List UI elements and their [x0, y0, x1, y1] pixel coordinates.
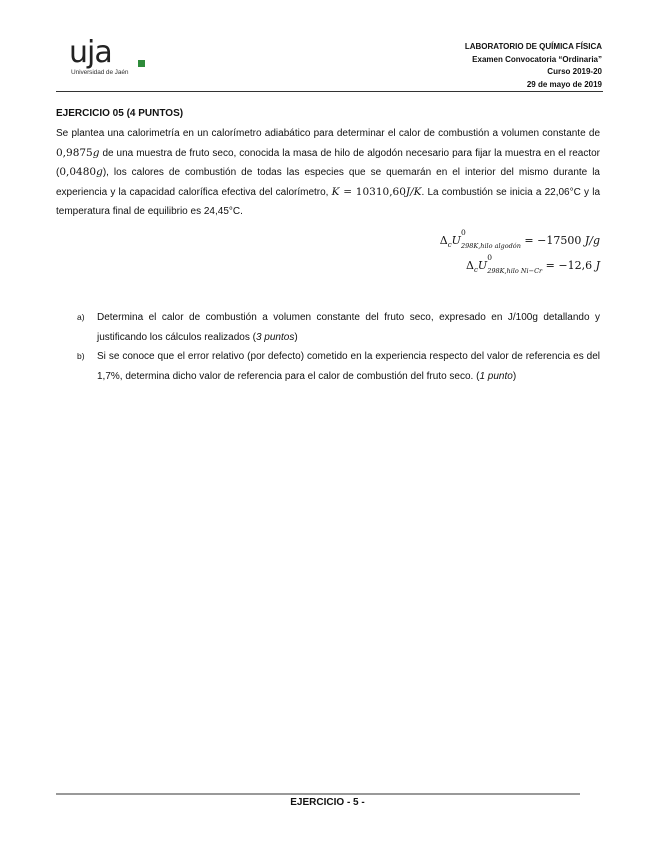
equation-value: = −12,6	[542, 259, 596, 272]
k-symbol: K	[331, 185, 340, 198]
conditions-subscript: 298K,hilo Ni−Cr	[487, 267, 543, 275]
logo-green-dot	[138, 60, 145, 67]
equation-nicr-wire	[466, 253, 600, 276]
equation-unit: J/g	[584, 234, 600, 247]
thread-mass-value: 0,0480	[59, 166, 97, 178]
question-text: Determina el calor de combustión a volumen constante del fruto seco, expresado en J/100g detallando y justificando los cálculos realizados (	[97, 312, 600, 343]
sample-mass-unit: g	[92, 146, 100, 159]
page-header	[465, 41, 602, 91]
delta-symbol: Δ	[466, 259, 474, 272]
statement-text: de una muestra de fruto seco, conocida la masa de hilo de algodón necesario para fijar la muestra en el reactor (	[56, 147, 600, 178]
logo-subtitle: Universidad de Jaén	[71, 69, 129, 76]
logo-wordmark: uja	[69, 35, 112, 70]
k-value: = 10310,60	[339, 185, 406, 198]
question-marker: a)	[77, 312, 85, 322]
statement-text: Se plantea una calorimetría en un calorímetro adiabático para determinar el calor de combustión a volumen constante de	[56, 128, 600, 139]
question-close: )	[512, 370, 517, 382]
header-date: 29 de mayo de 2019	[526, 79, 602, 89]
footer-divider	[56, 793, 580, 795]
delta-symbol: Δ	[439, 234, 448, 247]
k-unit: J/K	[405, 185, 422, 198]
equation-value: = −17500	[520, 234, 585, 247]
question-close: )	[294, 331, 298, 343]
question-a	[56, 308, 600, 347]
question-points: 3 puntos	[255, 331, 295, 343]
header-lab-name: LABORATORIO DE QUÍMICA FÍSICA	[464, 42, 602, 51]
header-exam-call: Examen Convocatoria “Ordinaria”	[472, 54, 602, 64]
combustion-subscript: c	[447, 241, 452, 249]
statement-text: ), los calores de combustión de todas las especies que se quemarán en el interior del mismo durante la experiencia y la capacidad calorífica efectiva del calorímetro,	[56, 167, 600, 198]
thread-mass-unit: g	[96, 166, 103, 178]
sample-mass-value: 0,9875	[56, 146, 93, 159]
question-b	[56, 347, 600, 386]
standard-superscript: 0	[460, 228, 466, 237]
equation-unit: J	[595, 259, 600, 272]
question-list	[56, 308, 600, 386]
question-text: Si se conoce que el error relativo (por defecto) cometido en la experiencia respecto del valor de referencia es del 1,7%, determina dicho valor de referencia para el calor de combustión del fruto seco. (	[97, 351, 600, 382]
exercise-title: EJERCICIO 05 (4 PUNTOS)	[56, 108, 184, 119]
question-points: 1 punto	[479, 370, 513, 382]
header-divider	[56, 91, 603, 92]
statement-text: . La combustión se inicia a 22,06°C y la temperatura final de equilibrio es 24,45°C.	[56, 186, 601, 217]
conditions-subscript: 298K,hilo algodón	[460, 242, 521, 250]
internal-energy-symbol: U	[477, 259, 488, 272]
header-course: Curso 2019-20	[547, 67, 602, 76]
university-logo	[69, 35, 149, 82]
question-marker: b)	[77, 351, 85, 361]
exercise-statement	[56, 124, 600, 222]
standard-superscript: 0	[487, 253, 492, 262]
combustion-subscript: c	[474, 266, 478, 274]
internal-energy-symbol: U	[451, 234, 461, 247]
equation-cotton-thread	[439, 228, 600, 251]
page-footer: EJERCICIO - 5 -	[290, 797, 365, 808]
